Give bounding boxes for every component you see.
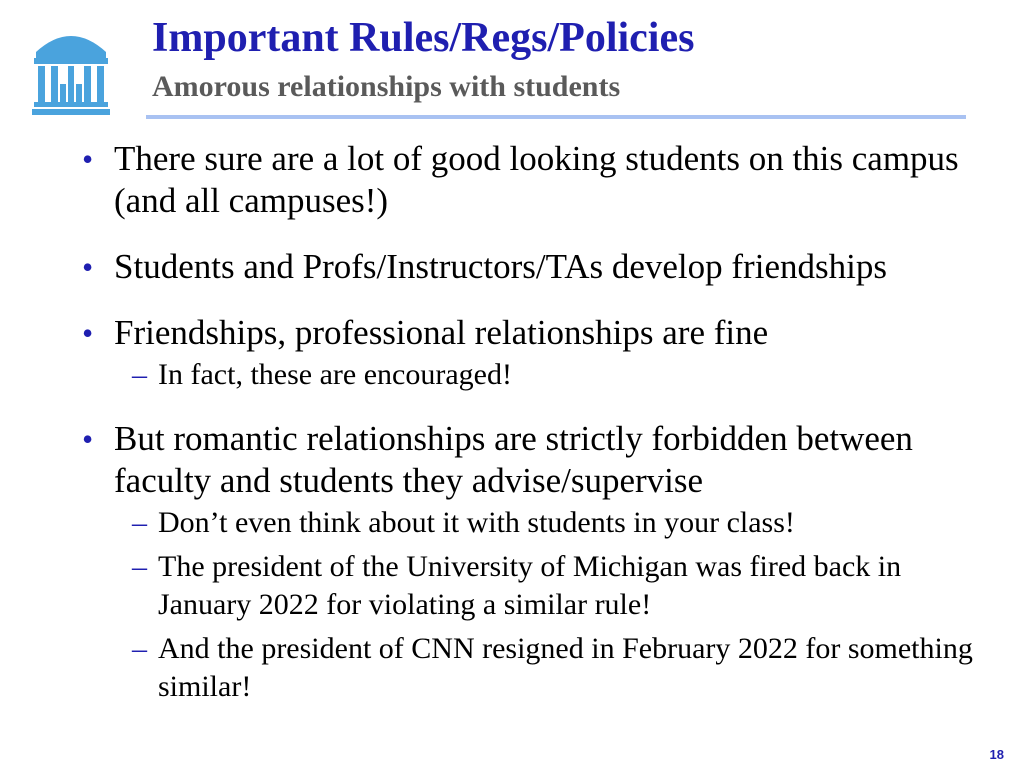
bullet-text: But romantic relationships are strictly forbidden between faculty and students they advise/supervise <box>114 419 913 500</box>
sub-bullet-text: And the president of CNN resigned in February 2022 for something similar! <box>158 632 973 703</box>
page-number: 18 <box>989 747 1004 762</box>
bullet-item <box>82 246 982 288</box>
page-title: Important Rules/Regs/Policies <box>152 15 695 61</box>
bullet-text: Students and Profs/Instructors/TAs develop friendships <box>114 247 887 286</box>
bullet-list <box>82 138 982 712</box>
sub-bullet-marker: – <box>132 550 147 583</box>
sub-bullet-marker: – <box>132 358 147 391</box>
bullet-item <box>82 418 982 502</box>
sub-bullet-marker: – <box>132 632 147 665</box>
sub-bullet-marker: – <box>132 506 147 539</box>
bullet-text: Friendships, professional relationships are fine <box>114 313 769 352</box>
sub-bullet-list <box>82 504 982 706</box>
sub-bullet-item <box>82 630 982 706</box>
sub-bullet-list <box>82 356 982 394</box>
sub-bullet-text: The president of the University of Michigan was fired back in January 2022 for violating a similar rule! <box>158 550 902 621</box>
bullet-item <box>82 138 982 222</box>
sub-bullet-text: In fact, these are encouraged! <box>158 358 512 391</box>
bullet-marker: • <box>82 249 94 285</box>
bullet-marker: • <box>82 315 94 351</box>
sub-bullet-item <box>82 548 982 624</box>
bullet-marker: • <box>82 421 94 457</box>
bullet-marker: • <box>82 141 94 177</box>
bullet-item <box>82 312 982 354</box>
sub-bullet-item <box>82 356 982 394</box>
bullet-text: There sure are a lot of good looking students on this campus (and all campuses!) <box>114 139 959 220</box>
sub-bullet-item <box>82 504 982 542</box>
page-subtitle: Amorous relationships with students <box>152 70 621 103</box>
title-divider <box>146 115 966 119</box>
sub-bullet-text: Don’t even think about it with students in your class! <box>158 506 795 539</box>
university-well-logo-icon <box>32 22 110 116</box>
